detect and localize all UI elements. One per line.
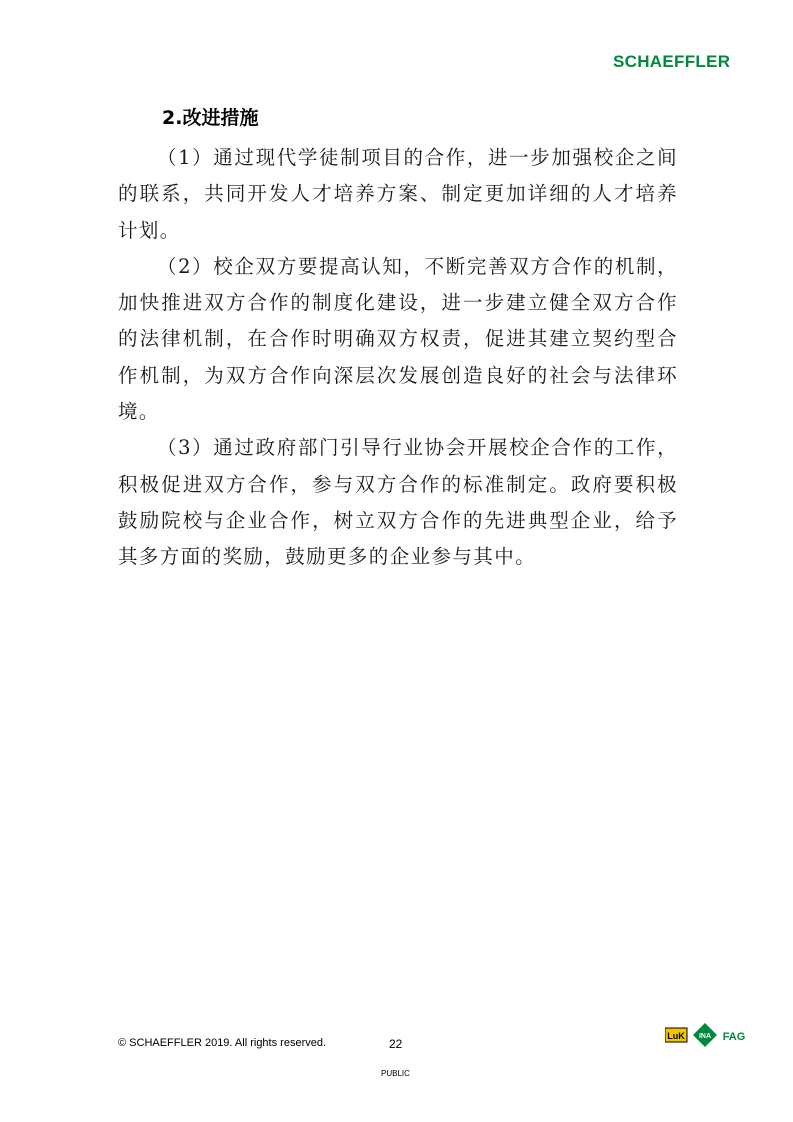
schaeffler-logo: SCHAEFFLER: [613, 52, 731, 71]
copyright-notice: © SCHAEFFLER 2019. All rights reserved.: [118, 1037, 327, 1049]
svg-text:FAG: FAG: [722, 1031, 746, 1043]
luk-logo: [665, 1028, 687, 1042]
svg-text:INA: INA: [698, 1033, 712, 1040]
paragraph-1: （1）通过现代学徒制项目的合作，进一步加强校企之间的联系，共同开发人才培养方案、制定更加详细的人才培养计划。: [118, 146, 678, 242]
brand-logos: [665, 1022, 750, 1050]
page-number: 22: [389, 1037, 403, 1051]
body-text: [118, 140, 678, 576]
paragraph-2: （2）校企双方要提高认知，不断完善双方合作的机制，加快推进双方合作的制度化建设，进一步建立健全双方合作的法律机制，在合作时明确双方权责，促进其建立契约型合作机制，为双方合作向深层次发展创造良好的社会与法律环境。: [118, 254, 678, 424]
paragraph-3: （3）通过政府部门引导行业协会开展校企合作的工作，积极促进双方合作，参与双方合作的标准制定。政府要积极鼓励院校与企业合作，树立双方合作的先进典型企业，给予其多方面的奖励，鼓励更多的企业参与其中。: [118, 436, 678, 569]
svg-text:LuK: LuK: [667, 1031, 685, 1041]
ina-logo: [693, 1023, 717, 1047]
fag-logo: [723, 1031, 746, 1043]
section-title: 2.改进措施: [162, 107, 259, 129]
classification-label: PUBLIC: [381, 1069, 410, 1078]
